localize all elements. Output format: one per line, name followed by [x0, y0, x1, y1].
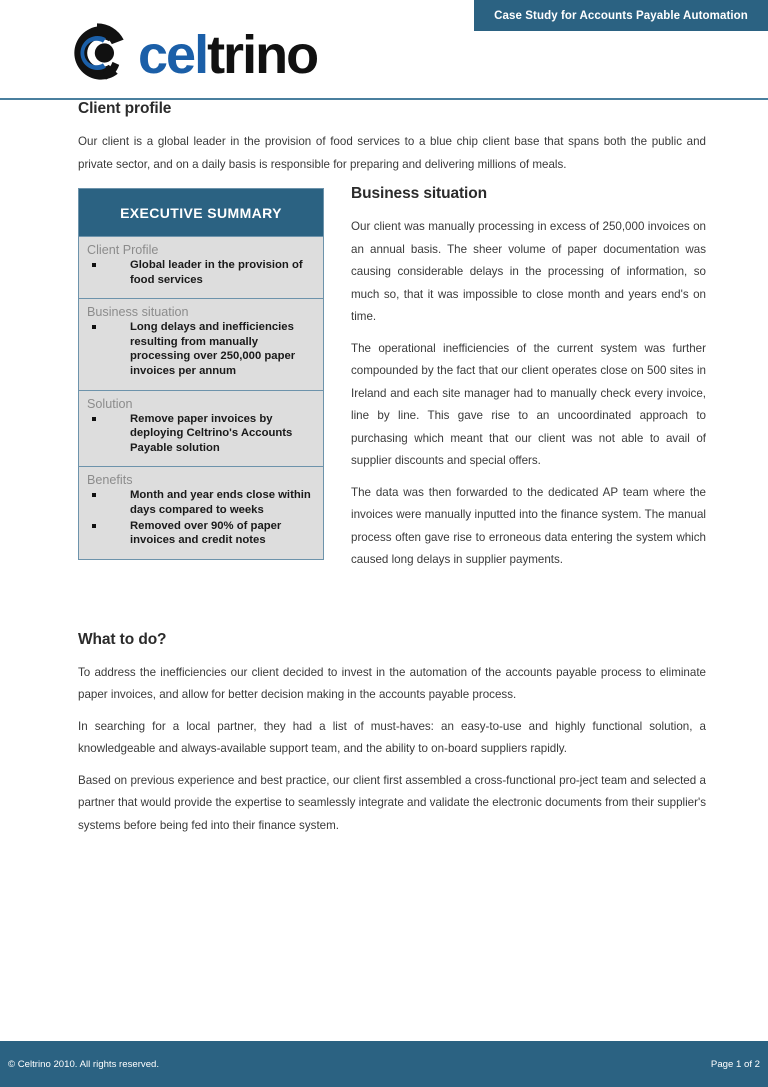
celtrino-c-ring-icon — [58, 16, 136, 90]
document-body — [0, 100, 768, 846]
page-header — [0, 0, 768, 100]
paragraph-what-to-do-2: In searching for a local partner, they had a list of must-haves: an easy-to-use and highly functional solution, a knowledgeable and always-available support team, and the ability to on-board suppliers rapidly. — [78, 719, 706, 755]
list-item: Month and year ends close within days compared to weeks — [87, 488, 315, 517]
executive-summary-header — [79, 189, 323, 236]
exec-section-client-profile — [79, 236, 323, 298]
exec-section-label: Client Profile — [87, 243, 159, 257]
footer-copyright: © Celtrino 2010. All rights reserved. — [8, 1058, 160, 1070]
paragraph-business-situation-3: The data was then forwarded to the dedicated AP team where the invoices were manually inputted into the finance system. The manual process often gave rise to erroneous data entering the system which caused long delays in supplier payments. — [351, 485, 706, 566]
exec-section-label: Business situation — [87, 305, 189, 320]
list-item: Global leader in the provision of food services — [87, 258, 315, 287]
executive-summary-title: EXECUTIVE SUMMARY — [120, 204, 282, 221]
logo-word-cel: cel — [138, 25, 208, 85]
paragraph-what-to-do-1: To address the inefficiencies our client decided to invest in the automation of the accounts payable process to eliminate paper invoices, and allow for better decision making in the accounts payable process. — [78, 665, 706, 701]
list-item: Long delays and inefficiencies resulting from manually processing over 250,000 paper invoices per annum — [87, 320, 315, 378]
heading-what-to-do: What to do? — [78, 630, 167, 648]
header-banner-text: Case Study for Accounts Payable Automation — [494, 9, 748, 22]
header-banner — [474, 0, 768, 31]
page-footer — [0, 1041, 768, 1087]
exec-section-list — [87, 412, 315, 456]
paragraph-client-profile: Our client is a global leader in the provision of food services to a blue chip client base that spans both the public and private sector, and on a daily basis is responsible for preparing and delivering millions of meals. — [78, 135, 706, 171]
paragraph-business-situation-2: The operational inefficiencies of the current system was further compounded by the fact that our client operates close on 500 sites in Ireland and each site manager had to manually check every invoice, line by line. This gave rise to an uncoordinated approach to purchasing which meant that our client was not able to avail of supplier discounts and special offers. — [351, 341, 706, 467]
executive-summary-box — [78, 188, 324, 560]
exec-section-label: Solution — [87, 396, 133, 411]
logo-wordmark — [138, 25, 318, 85]
logo-word-trino: trino — [207, 25, 318, 85]
list-item: Removed over 90% of paper invoices and credit notes — [87, 519, 315, 548]
heading-client-profile: Client profile — [78, 100, 172, 117]
exec-section-list — [87, 488, 315, 547]
exec-section-solution — [79, 390, 323, 467]
exec-section-benefits — [79, 466, 323, 558]
list-item: Remove paper invoices by deploying Celtrino's Accounts Payable solution — [87, 412, 315, 456]
exec-section-business-situation — [79, 298, 323, 389]
footer-page-number: Page 1 of 2 — [710, 1058, 760, 1070]
paragraph-business-situation-1: Our client was manually processing in excess of 250,000 invoices on an annual basis. The sheer volume of paper documentation was causing considerable delays in the processing of information, so much so, that it was impossible to close month and years end's on time. — [351, 220, 706, 323]
company-logo — [58, 16, 317, 90]
heading-business-situation: Business situation — [351, 185, 488, 202]
exec-section-list — [87, 258, 315, 287]
exec-section-label: Benefits — [87, 473, 133, 488]
exec-section-list — [87, 320, 315, 378]
paragraph-what-to-do-3: Based on previous experience and best practice, our client first assembled a cross-functional pro-ject team and selected a partner that would provide the expertise to seamlessly integrate and validate the electronic documents from their supplier's systems before being fed into their finance system. — [78, 773, 706, 832]
